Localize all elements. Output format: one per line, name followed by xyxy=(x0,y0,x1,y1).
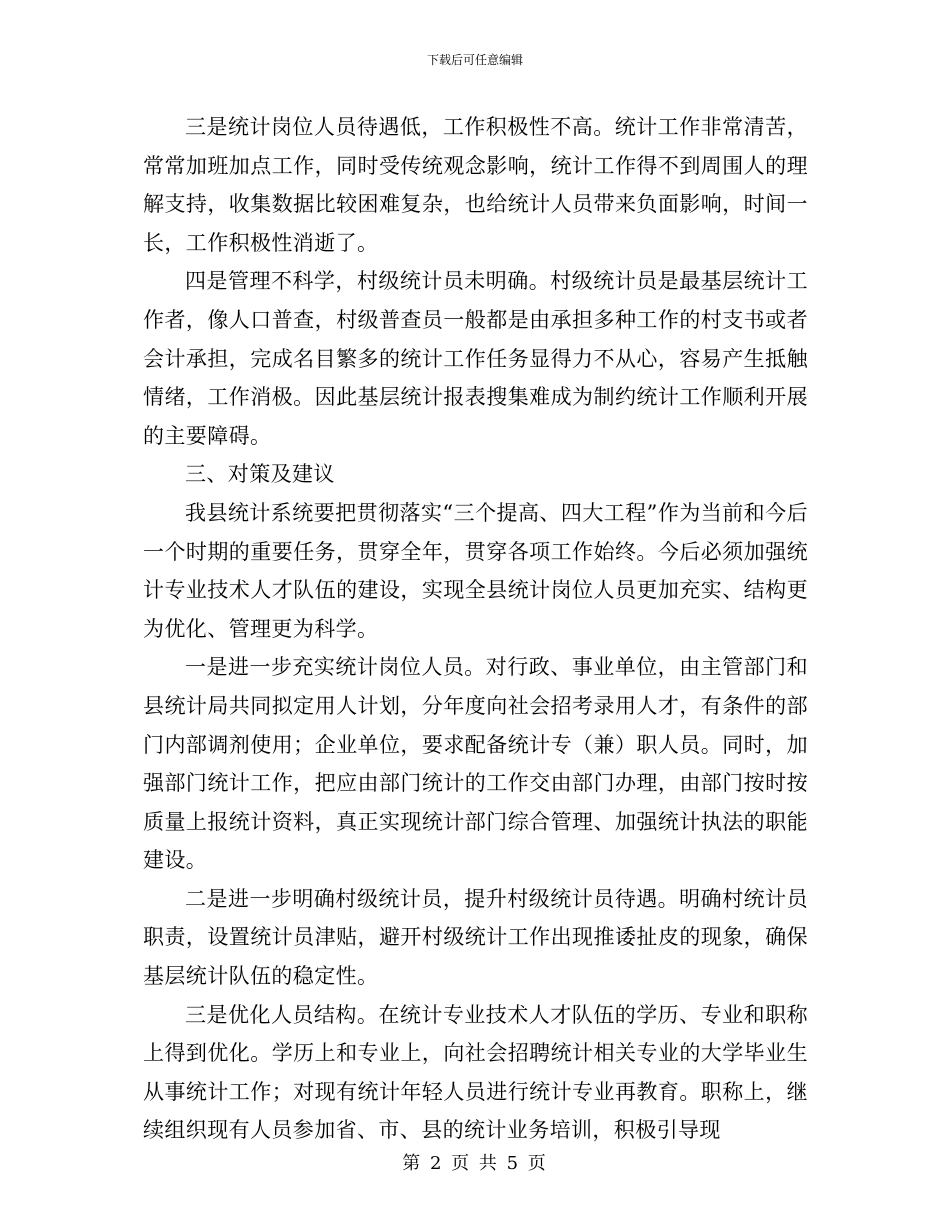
paragraph-measure-three: 三是优化人员结构。在统计专业技术人才队伍的学历、专业和职称上得到优化。学历上和专业上，向社会招聘统计相关专业的大学毕业生从事统计工作；对现有统计年轻人员进行统计专业再教育。职称上，继续组织现有人员参加省、市、县的统计业务培训，积极引导现 xyxy=(143,1002,808,1143)
paragraph-overview: 我县统计系统要把贯彻落实“三个提高、四大工程”作为当前和今后一个时期的重要任务，贯穿全年，贯穿各项工作始终。今后必须加强统计专业技术人才队伍的建设，实现全县统计岗位人员更加充实、结构更为优化、管理更为科学。 xyxy=(143,500,808,641)
paragraph-fourth-problem: 四是管理不科学，村级统计员未明确。村级统计员是最基层统计工作者，像人口普查，村级普查员一般都是由承担多种工作的村支书或者会计承担，完成名目繁多的统计工作任务显得力不从心，容易产生抵触情绪，工作消极。因此基层统计报表搜集难成为制约统计工作顺利开展的主要障碍。 xyxy=(143,269,808,448)
paragraph-measure-one: 一是进一步充实统计岗位人员。对行政、事业单位，由主管部门和县统计局共同拟定用人计划，分年度向社会招考录用人才，有条件的部门内部调剂使用；企业单位，要求配备统计专（兼）职人员。同时，加强部门统计工作，把应由部门统计的工作交由部门办理，由部门按时按质量上报统计资料，真正实现统计部门综合管理、加强统计执法的职能建设。 xyxy=(143,655,808,873)
paragraph-measure-two: 二是进一步明确村级统计员，提升村级统计员待遇。明确村统计员职责，设置统计员津贴，避开村级统计工作出现推诿扯皮的现象，确保基层统计队伍的稳定性。 xyxy=(143,886,808,989)
paragraph-third-problem: 三是统计岗位人员待遇低，工作积极性不高。统计工作非常清苦，常常加班加点工作，同时受传统观念影响，统计工作得不到周围人的理解支持，收集数据比较困难复杂，也给统计人员带来负面影响，时间一长，工作积极性消逝了。 xyxy=(143,115,808,255)
page-number-footer: 第 2 页 共 5 页 xyxy=(402,1153,548,1174)
section-heading-countermeasures: 三、对策及建议 xyxy=(185,462,335,487)
document-body xyxy=(143,108,808,1150)
page-header: 下载后可任意编辑 xyxy=(426,53,523,67)
